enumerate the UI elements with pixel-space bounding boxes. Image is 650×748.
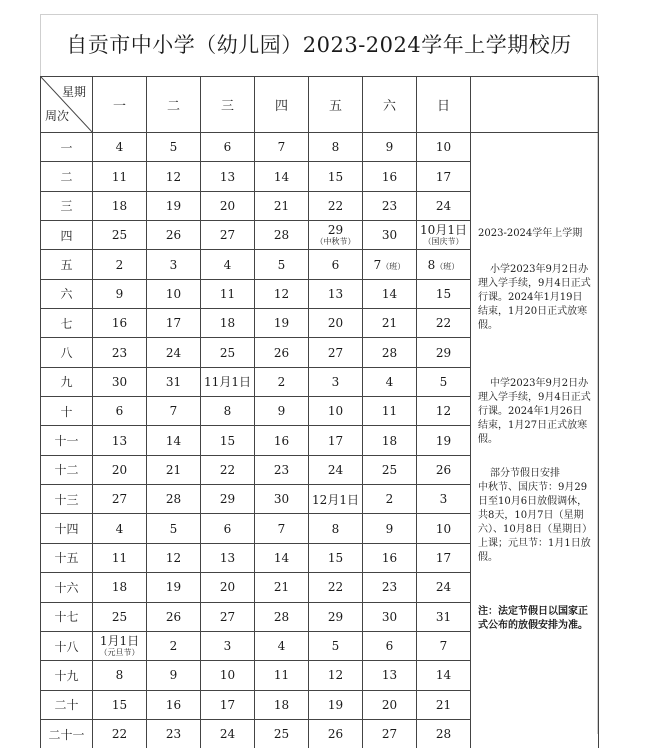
date-cell-mon: 4 xyxy=(93,133,147,162)
date-cell-mon: 6 xyxy=(93,397,147,426)
date-cell-mon: 25 xyxy=(93,221,147,250)
date-cell-tue: 2 xyxy=(147,631,201,660)
date-cell-sat: 27 xyxy=(363,719,417,748)
date-cell-tue: 12 xyxy=(147,162,201,191)
date-cell-wed: 18 xyxy=(201,309,255,338)
date-cell-thu: 12 xyxy=(255,279,309,308)
date-cell-sat: 25 xyxy=(363,455,417,484)
date-note: （元旦节） xyxy=(99,647,140,657)
date-cell-fri: 26 xyxy=(309,719,363,748)
date-cell-sat: 30 xyxy=(363,221,417,250)
date-cell-fri: 12 xyxy=(309,661,363,690)
date-cell-wed: 6 xyxy=(201,514,255,543)
week-number-cell: 八 xyxy=(41,338,93,367)
date-cell-sun: 31 xyxy=(417,602,471,631)
date-cell-mon: 25 xyxy=(93,602,147,631)
date-cell-fri: 20 xyxy=(309,309,363,338)
holiday-text: 中秋节、国庆节：9月29日至10月6日放假调休，共8天，10月7日（星期六）、10月8日（星期日）上课；元旦节：1月1日放假。 xyxy=(478,482,591,563)
date-cell-fri: 6 xyxy=(309,250,363,279)
date-cell-mon: 18 xyxy=(93,573,147,602)
date-cell-mon: 13 xyxy=(93,426,147,455)
date-cell-thu: 14 xyxy=(255,162,309,191)
date-cell-sun: 19 xyxy=(417,426,471,455)
date-cell-tue: 21 xyxy=(147,455,201,484)
date-cell-fri: 24 xyxy=(309,455,363,484)
weekday-header-wed: 三 xyxy=(201,77,255,133)
date-cell-thu: 7 xyxy=(255,133,309,162)
date-cell-sat: 16 xyxy=(363,543,417,572)
date-cell-sun: 28 xyxy=(417,719,471,748)
holiday-arrangement-note xyxy=(478,467,591,565)
date-cell-mon xyxy=(93,631,147,660)
date-cell-fri: 29 xyxy=(309,602,363,631)
date-cell-tue: 10 xyxy=(147,279,201,308)
date-cell-mon: 2 xyxy=(93,250,147,279)
week-number-cell: 二 xyxy=(41,162,93,191)
date-cell-fri: 27 xyxy=(309,338,363,367)
date-number: 8 xyxy=(427,257,436,272)
notes-header-cell xyxy=(471,77,599,133)
date-cell-mon: 16 xyxy=(93,309,147,338)
date-note: （国庆节） xyxy=(423,236,464,246)
date-cell-thu: 9 xyxy=(255,397,309,426)
date-cell-thu: 28 xyxy=(255,221,309,250)
date-cell-sat: 23 xyxy=(363,573,417,602)
date-cell-sun: 7 xyxy=(417,631,471,660)
date-cell-sat: 16 xyxy=(363,162,417,191)
date-cell-wed: 22 xyxy=(201,455,255,484)
date-cell-sat: 28 xyxy=(363,338,417,367)
date-cell-thu: 2 xyxy=(255,367,309,396)
date-cell-fri: 15 xyxy=(309,162,363,191)
date-cell-wed: 20 xyxy=(201,573,255,602)
notes-heading: 2023-2024学年上学期 xyxy=(478,228,583,239)
date-cell-tue: 14 xyxy=(147,426,201,455)
date-cell-fri: 15 xyxy=(309,543,363,572)
weekday-header-thu: 四 xyxy=(255,77,309,133)
date-cell-wed: 11 xyxy=(201,279,255,308)
corner-header-cell xyxy=(41,77,93,133)
date-cell-tue: 19 xyxy=(147,573,201,602)
date-cell-tue: 28 xyxy=(147,485,201,514)
date-cell-wed: 4 xyxy=(201,250,255,279)
date-cell-sun: 10 xyxy=(417,514,471,543)
week-number-cell: 二十一 xyxy=(41,719,93,748)
weekday-header-mon: 一 xyxy=(93,77,147,133)
date-cell-thu: 28 xyxy=(255,602,309,631)
header-row xyxy=(41,77,599,133)
date-cell-sat: 23 xyxy=(363,191,417,220)
week-number-cell: 十三 xyxy=(41,485,93,514)
week-number-cell: 六 xyxy=(41,279,93,308)
date-cell-tue: 24 xyxy=(147,338,201,367)
week-number-cell: 二十 xyxy=(41,690,93,719)
weekday-header-fri: 五 xyxy=(309,77,363,133)
date-note: （班） xyxy=(381,261,406,271)
notes-wrap xyxy=(475,133,594,748)
date-cell-tue: 9 xyxy=(147,661,201,690)
week-number-cell: 十二 xyxy=(41,455,93,484)
date-cell-sat: 11 xyxy=(363,397,417,426)
date-cell-sun: 24 xyxy=(417,573,471,602)
date-cell-tue: 5 xyxy=(147,514,201,543)
date-cell-thu: 18 xyxy=(255,690,309,719)
date-cell-sat: 14 xyxy=(363,279,417,308)
date-cell-wed: 27 xyxy=(201,221,255,250)
date-cell-fri: 17 xyxy=(309,426,363,455)
date-cell-thu: 14 xyxy=(255,543,309,572)
date-cell-sat: 18 xyxy=(363,426,417,455)
semester-notes-cell xyxy=(471,133,599,748)
date-cell-tue: 31 xyxy=(147,367,201,396)
school-calendar-table xyxy=(40,76,599,748)
date-cell-sat: 9 xyxy=(363,514,417,543)
date-cell-thu: 30 xyxy=(255,485,309,514)
date-cell-fri: 8 xyxy=(309,133,363,162)
date-note: （班） xyxy=(435,261,460,271)
date-cell-mon: 9 xyxy=(93,279,147,308)
date-cell-tue: 7 xyxy=(147,397,201,426)
date-cell-sun: 22 xyxy=(417,309,471,338)
date-cell-wed: 20 xyxy=(201,191,255,220)
date-cell-mon: 4 xyxy=(93,514,147,543)
date-cell-wed: 24 xyxy=(201,719,255,748)
week-number-cell: 十五 xyxy=(41,543,93,572)
date-cell-wed: 10 xyxy=(201,661,255,690)
date-cell-tue: 19 xyxy=(147,191,201,220)
date-cell-tue: 26 xyxy=(147,602,201,631)
date-cell-sun: 17 xyxy=(417,162,471,191)
date-cell-sat: 9 xyxy=(363,133,417,162)
date-cell-tue: 5 xyxy=(147,133,201,162)
date-cell-mon: 27 xyxy=(93,485,147,514)
date-cell-mon: 15 xyxy=(93,690,147,719)
holiday-heading: 部分节假日安排 xyxy=(490,468,560,479)
date-cell-wed: 13 xyxy=(201,543,255,572)
date-cell-wed: 13 xyxy=(201,162,255,191)
date-cell-sun: 21 xyxy=(417,690,471,719)
date-cell-sat: 13 xyxy=(363,661,417,690)
date-cell-thu: 19 xyxy=(255,309,309,338)
date-cell-sun: 12 xyxy=(417,397,471,426)
week-number-cell: 七 xyxy=(41,309,93,338)
date-cell-fri: 13 xyxy=(309,279,363,308)
date-cell-mon: 8 xyxy=(93,661,147,690)
date-cell-tue: 17 xyxy=(147,309,201,338)
date-cell-sat: 30 xyxy=(363,602,417,631)
date-cell-sun: 14 xyxy=(417,661,471,690)
date-cell-fri: 8 xyxy=(309,514,363,543)
legal-holiday-footnote: 注：法定节假日以国家正式公布的放假安排为准。 xyxy=(478,606,588,631)
secondary-school-note xyxy=(478,377,591,447)
page-title: 自贡市中小学（幼儿园）2023-2024学年上学期校历 xyxy=(66,33,572,57)
date-cell-thu: 23 xyxy=(255,455,309,484)
date-number: 10月1日 xyxy=(420,222,467,237)
date-cell-sun: 17 xyxy=(417,543,471,572)
date-cell-thu: 7 xyxy=(255,514,309,543)
date-cell-sun xyxy=(417,250,471,279)
week-number-cell: 五 xyxy=(41,250,93,279)
week-number-cell: 三 xyxy=(41,191,93,220)
date-cell-thu: 21 xyxy=(255,191,309,220)
date-cell-sat xyxy=(363,250,417,279)
date-cell-sat: 20 xyxy=(363,690,417,719)
date-cell-fri: 19 xyxy=(309,690,363,719)
weekday-header-sun: 日 xyxy=(417,77,471,133)
primary-school-note xyxy=(478,263,591,333)
date-cell-sun: 26 xyxy=(417,455,471,484)
date-cell-wed: 15 xyxy=(201,426,255,455)
date-cell-thu: 4 xyxy=(255,631,309,660)
date-cell-sun: 15 xyxy=(417,279,471,308)
week-number-cell: 一 xyxy=(41,133,93,162)
date-cell-sat: 4 xyxy=(363,367,417,396)
date-cell-sun: 29 xyxy=(417,338,471,367)
week-number-cell: 十 xyxy=(41,397,93,426)
date-cell-mon: 11 xyxy=(93,543,147,572)
secondary-school-note-text: 中学2023年9月2日办理入学手续，9月4日正式行课。2024年1月26日结束，1月27日正式放寒假。 xyxy=(478,378,591,445)
date-cell-tue: 23 xyxy=(147,719,201,748)
date-cell-sat: 21 xyxy=(363,309,417,338)
date-cell-wed: 6 xyxy=(201,133,255,162)
week-number-cell: 十七 xyxy=(41,602,93,631)
week-number-cell: 十八 xyxy=(41,631,93,660)
date-cell-thu: 11 xyxy=(255,661,309,690)
date-cell-mon: 18 xyxy=(93,191,147,220)
date-cell-wed: 29 xyxy=(201,485,255,514)
date-number: 1月1日 xyxy=(99,633,140,648)
date-cell-mon: 23 xyxy=(93,338,147,367)
week-number-cell: 四 xyxy=(41,221,93,250)
weekday-header-tue: 二 xyxy=(147,77,201,133)
date-cell-fri: 3 xyxy=(309,367,363,396)
date-cell-sun: 3 xyxy=(417,485,471,514)
date-cell-sun: 5 xyxy=(417,367,471,396)
date-cell-wed: 11月1日 xyxy=(201,367,255,396)
date-cell-tue: 26 xyxy=(147,221,201,250)
week-number-cell: 十六 xyxy=(41,573,93,602)
date-cell-mon: 22 xyxy=(93,719,147,748)
date-cell-thu: 25 xyxy=(255,719,309,748)
date-cell-sun: 24 xyxy=(417,191,471,220)
date-cell-thu: 21 xyxy=(255,573,309,602)
date-cell-tue: 16 xyxy=(147,690,201,719)
week-number-cell: 九 xyxy=(41,367,93,396)
date-cell-fri: 22 xyxy=(309,573,363,602)
date-cell-fri: 10 xyxy=(309,397,363,426)
date-cell-wed: 27 xyxy=(201,602,255,631)
date-cell-mon: 20 xyxy=(93,455,147,484)
date-cell-wed: 17 xyxy=(201,690,255,719)
date-cell-thu: 16 xyxy=(255,426,309,455)
date-cell-wed: 3 xyxy=(201,631,255,660)
date-cell-fri: 22 xyxy=(309,191,363,220)
date-cell-tue: 12 xyxy=(147,543,201,572)
date-cell-tue: 3 xyxy=(147,250,201,279)
week-number-cell: 十四 xyxy=(41,514,93,543)
date-cell-sat: 2 xyxy=(363,485,417,514)
weekday-header-sat: 六 xyxy=(363,77,417,133)
week-axis-label: 周次 xyxy=(45,109,70,123)
date-cell-thu: 5 xyxy=(255,250,309,279)
primary-school-note-text: 小学2023年9月2日办理入学手续，9月4日正式行课。2024年1月19日结束，1月20日正式放寒假。 xyxy=(478,264,591,331)
date-cell-mon: 30 xyxy=(93,367,147,396)
week-row xyxy=(41,133,599,162)
date-cell-fri: 12月1日 xyxy=(309,485,363,514)
date-number: 7 xyxy=(373,257,382,272)
date-number: 29 xyxy=(327,222,344,237)
date-cell-sun: 10 xyxy=(417,133,471,162)
date-cell-fri: 5 xyxy=(309,631,363,660)
date-note: （中秋节） xyxy=(315,236,356,246)
date-cell-wed: 25 xyxy=(201,338,255,367)
date-cell-thu: 26 xyxy=(255,338,309,367)
week-number-cell: 十九 xyxy=(41,661,93,690)
weekday-axis-label: 星期 xyxy=(61,85,86,99)
date-cell-mon: 11 xyxy=(93,162,147,191)
week-number-cell: 十一 xyxy=(41,426,93,455)
date-cell-fri xyxy=(309,221,363,250)
date-cell-sun xyxy=(417,221,471,250)
date-cell-wed: 8 xyxy=(201,397,255,426)
date-cell-sat: 6 xyxy=(363,631,417,660)
